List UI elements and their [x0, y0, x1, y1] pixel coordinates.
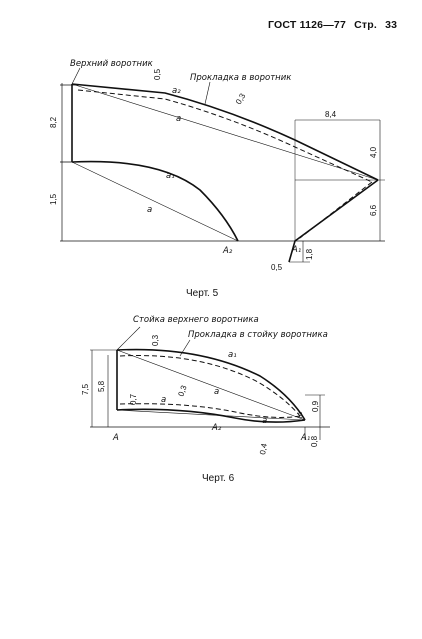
- fig6-dim-small-a: 0,7: [129, 393, 138, 405]
- fig6-label-interlining: Прокладка в стойку воротника: [188, 330, 328, 340]
- page-label: Стр.: [354, 19, 377, 31]
- fig6-dim-left-outer: 7,5: [81, 383, 90, 395]
- fig5-dim-right-upper: 4,0: [369, 146, 378, 158]
- fig5-label-collar: Верхний воротник: [70, 59, 153, 69]
- fig6-dim-top: 0,3: [151, 334, 160, 346]
- fig6-pt-a1: a₁: [228, 350, 237, 360]
- fig6-dim-right-bottom: 0,8: [310, 435, 319, 447]
- fig5-label-interlining: Прокладка в воротник: [190, 73, 292, 83]
- fig6-dim-right-top: 0,9: [311, 400, 320, 412]
- fig5-right-edge: [289, 180, 378, 262]
- fig5-pt-a: a: [176, 114, 182, 124]
- fig5-chord-a-lower: [72, 162, 238, 241]
- fig6-caption: Черт. 6: [202, 473, 235, 484]
- figure-6: [90, 327, 330, 440]
- fig6-label-stand: Стойка верхнего воротника: [133, 315, 259, 325]
- fig6-pt-A: A: [113, 433, 119, 443]
- fig6-dim-left-inner: 5,8: [97, 380, 106, 392]
- fig5-interlining-line: [78, 90, 372, 182]
- fig5-pt-a1: a₁: [166, 171, 175, 181]
- fig5-dim-width: 8,4: [325, 110, 337, 119]
- fig5-pt-A2: A₂: [223, 246, 233, 256]
- fig6-pt-a-top: a: [214, 387, 220, 397]
- fig5-dim-top: 0,5: [153, 68, 162, 80]
- fig5-dim-left-upper: 8,2: [49, 116, 58, 128]
- fig5-dim-bottom-width: 0,5: [271, 263, 283, 272]
- fig5-pt-A1: A₁: [292, 245, 302, 255]
- fig5-caption: Черт. 5: [186, 288, 219, 299]
- figure-5: [60, 68, 385, 262]
- page-number: 33: [385, 19, 398, 31]
- fig5-dim-bottom-small: 1,8: [305, 248, 314, 260]
- standard-code: ГОСТ 1126—77: [268, 19, 346, 31]
- fig5-leader-interlining: [205, 82, 210, 104]
- fig6-dim-small-b: 0,3: [176, 384, 189, 398]
- figure-6-labels: [81, 315, 328, 484]
- fig5-dim-right-lower: 6,6: [369, 204, 378, 216]
- fig5-pt-a-lower: a: [147, 205, 153, 215]
- fig6-dim-bottom: 0,4: [258, 442, 269, 456]
- fig6-pt-a-mid: a: [161, 395, 167, 405]
- figure-5-labels: [49, 59, 378, 299]
- fig6-chord-bottom: [117, 410, 305, 420]
- fig6-leader-stand: [117, 327, 140, 350]
- fig5-leader-collar: [72, 68, 80, 84]
- fig6-pt-A1: A₁: [301, 433, 311, 443]
- fig5-dim-diag: 0,3: [233, 91, 248, 106]
- fig5-chord-a: [72, 84, 378, 180]
- fig5-dim-left-lower: 1,5: [49, 193, 58, 205]
- fig6-pt-2: 2: [298, 411, 303, 420]
- fig6-pt-a-right: a: [262, 416, 268, 426]
- fig6-interlining-bottom: [120, 404, 300, 418]
- fig5-pt-a2: a₂: [172, 86, 181, 96]
- fig6-pt-A2: A₂: [212, 423, 222, 433]
